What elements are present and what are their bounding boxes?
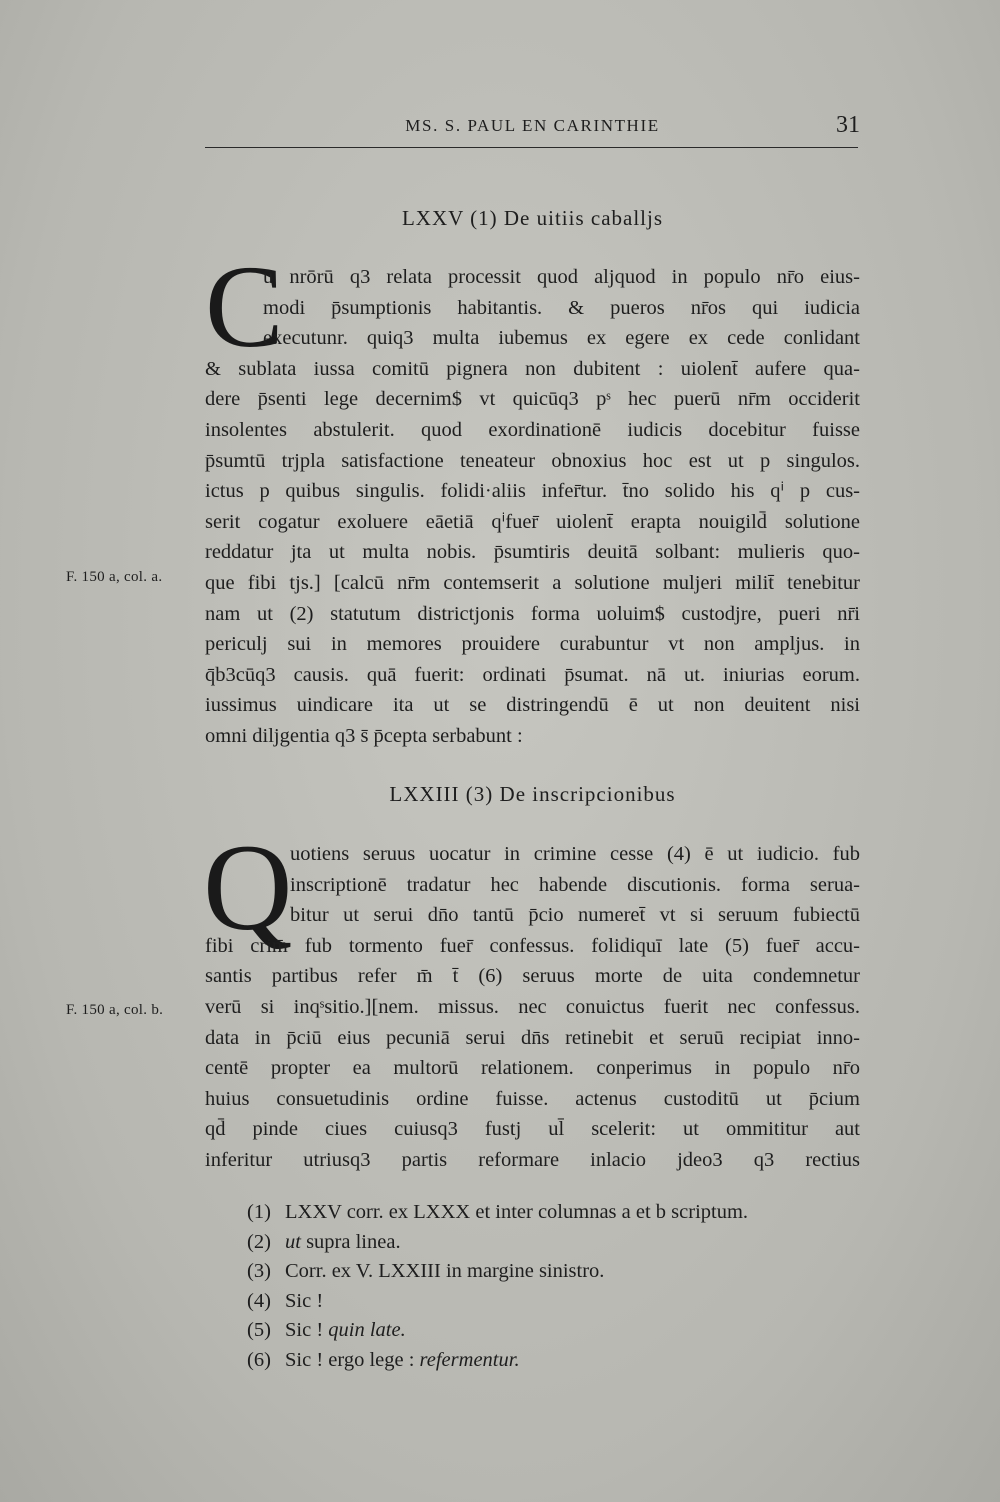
text-line: executunr. quiq3 multa iubemus ex egere ex cede conlidant	[263, 327, 860, 350]
text-line: uotiens seruus uocatur in crimine cesse (4) ē ut iudicio. fub	[290, 843, 860, 865]
text-line: centē propter ea multorū relationem. conperimus in populo nr̄o	[205, 1057, 860, 1080]
footnote-2: (2) ut supra linea.	[247, 1230, 401, 1253]
footnote-4: (4) Sic !	[247, 1289, 324, 1312]
running-title: MS. S. PAUL EN CARINTHIE	[405, 116, 660, 135]
text-line: huius consuetudinis ordine fuisse. actenus custoditū ut p̄cium	[205, 1087, 860, 1110]
text-line: nam ut (2) statutum districtjonis forma uoluim$ custodjre, pueri nr̄i	[205, 602, 860, 625]
text-line: qd̄ pinde ciues cuiusq3 fustj ul̄ scelerit: ut ommititur aut	[205, 1118, 860, 1141]
drop-cap-c: C	[205, 241, 284, 372]
section-heading-lxxiii: LXXIII (3) De inscripcionibus	[389, 782, 676, 806]
text-line: insolentes abstulerit. quod exordinationē iudicis docebitur fuisse	[205, 418, 860, 441]
footnote-3: (3) Corr. ex V. LXXIII in margine sinistro.	[247, 1260, 605, 1282]
section-heading-lxxv: LXXV (1) De uitiis caballjs	[401, 206, 664, 230]
text-line: iussimus uindicare ita ut se distringendū ē ut non deuitent nisi	[205, 694, 860, 717]
text-line: ū nrōrū q3 relata processit quod aljquod in populo nr̄o eius-	[263, 266, 860, 288]
text-line: bitur ut serui dn̄o tantū p̄cio numeret̄ vt si seruum fubiectū	[290, 904, 860, 927]
margin-note-col-b: F. 150 a, col. b.	[66, 1002, 164, 1018]
text-line: santis partibus refer m̄ t̄ (6) seruus morte de uita condemnetur	[205, 965, 860, 988]
footnotes	[247, 1198, 867, 1375]
footnote-6: (6) Sic ! ergo lege : refermentur.	[247, 1348, 520, 1371]
text-line: inferitur utriusq3 partis reformare inlacio jdeo3 q3 rectius	[205, 1148, 860, 1171]
footnote-5: (5) Sic ! quin late.	[247, 1319, 406, 1341]
text-line: data in p̄ciū eius pecuniā serui dn̄s retinebit et seruū recipiat inno-	[205, 1026, 860, 1049]
text-line: serit cogatur exoluere eāetiā qⁱfuer̄ uiolent̄ erapta nouigild̄ solutione	[205, 510, 860, 533]
text-line: & sublata iussa comitū pignera non dubitent : uiolent̄ aufere qua-	[205, 357, 860, 380]
section-2-text	[205, 839, 860, 1176]
text-line: p̄sumtū trjpla satisfactione teneateur obnoxius hoc est ut p singulos.	[205, 449, 860, 472]
text-line: q̄b3cūq3 causis. quā fuerit: ordinati p̄sumat. nā ut. iniurias eorum.	[205, 663, 860, 686]
footnote-1: (1) LXXV corr. ex LXXX et inter columnas a et b scriptum.	[247, 1201, 749, 1223]
header-rule	[205, 147, 858, 148]
section-1-text	[205, 262, 860, 752]
page-number: 31	[836, 112, 860, 138]
text-line: fibi crim̄ fub tormento fuer̄ confessus. folidiquī late (5) fuer̄ accu-	[205, 934, 860, 957]
margin-note-col-a: F. 150 a, col. a.	[66, 569, 163, 585]
text-line: omni diljgentia q3 s̄ p̄cepta serbabunt :	[205, 724, 523, 747]
text-line: inscriptionē tradatur hec habende discutionis. forma serua-	[290, 873, 860, 896]
text-line: periculj sui in memores prouidere curabuntur vt non ampljus. in	[205, 633, 860, 656]
text-line: dere p̄senti lege decernim$ vt quicūq3 pˢ hec puerū nr̄m occiderit	[205, 388, 860, 411]
text-line: que fibi tjs.] [calcū nr̄m contemserit a solutione muljeri milit̄ tenebitur	[205, 571, 860, 594]
text-line: modi p̄sumptionis habitantis. & pueros nr̄os qui iudicia	[263, 296, 860, 319]
running-head	[205, 112, 860, 142]
drop-cap-q: Q	[203, 819, 293, 956]
text-line: ictus p quibus singulis. folidi·aliis infer̄tur. t̄no solido his qⁱ p cus-	[205, 480, 860, 503]
text-line: reddatur jta ut multa nobis. p̄sumtiris deuitā solbant: mulieris quo-	[205, 541, 860, 564]
text-line: verū si inqˢsitio.][nem. missus. nec conuictus fuerit nec confessus.	[205, 995, 860, 1018]
